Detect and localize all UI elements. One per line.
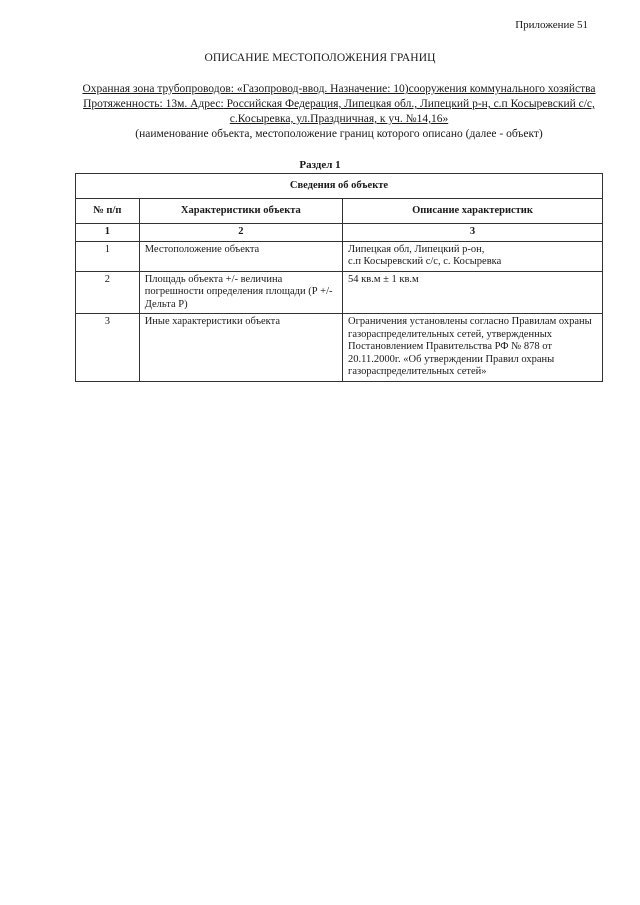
table-row [76,271,603,314]
object-description [74,82,604,142]
table-row [76,241,603,271]
column-number: 1 [76,224,140,242]
table-caption-row [76,174,603,199]
column-number: 2 [139,224,342,242]
row-description [343,271,603,314]
object-note: (наименование объекта, местоположение границ которого описано (далее - объект) [135,128,543,140]
document-title: ОПИСАНИЕ МЕСТОПОЛОЖЕНИЯ ГРАНИЦ [204,52,436,64]
row-number: 1 [76,241,140,271]
table-header-row [76,199,603,224]
row-description [343,241,603,271]
column-number-row [76,224,603,242]
table-row [76,314,603,382]
row-characteristic: Местоположение объекта [139,241,342,271]
row-number: 2 [76,271,140,314]
row-description-line: с.п Косыревский с/с, с. Косыревка [348,256,502,267]
header-description: Описание характеристик [343,199,603,224]
column-number: 3 [343,224,603,242]
object-address: Российская Федерация, Липецкая обл., Липецкий р-н, с.п Косыревский с/с, с.Косыревка, ул.Праздничная, к уч. №14,16» [223,98,595,125]
appendix-label: Приложение 51 [515,19,588,31]
header-number: № п/п [76,199,140,224]
row-characteristic: Иные характеристики объекта [139,314,342,382]
row-description [343,314,603,382]
section-label: Раздел 1 [299,159,341,171]
header-characteristic: Характеристики объекта [139,199,342,224]
row-description-line: Ограничения установлены согласно Правилам охраны газораспределительных сетей, утвержденных Постановлением Правительства РФ № 878 от 20.11.2000г. «Об утверждении Правил охраны газораспределительных сетей» [348,316,592,377]
row-number: 3 [76,314,140,382]
object-name-part1: Охранная зона трубопроводов: «Газопровод-ввод. Назначение: 10)сооружения коммунального хозяйства Протяженность: 13м. Адрес: [82,83,596,110]
object-info-table [75,173,603,382]
row-description-line: Липецкая обл, Липецкий р-он, [348,243,485,255]
table-caption: Сведения об объекте [76,174,603,199]
row-description-line: 54 кв.м ± 1 кв.м [348,273,419,285]
row-characteristic: Площадь объекта +/- величина погрешности определения площади (Р +/- Дельта Р) [139,271,342,314]
